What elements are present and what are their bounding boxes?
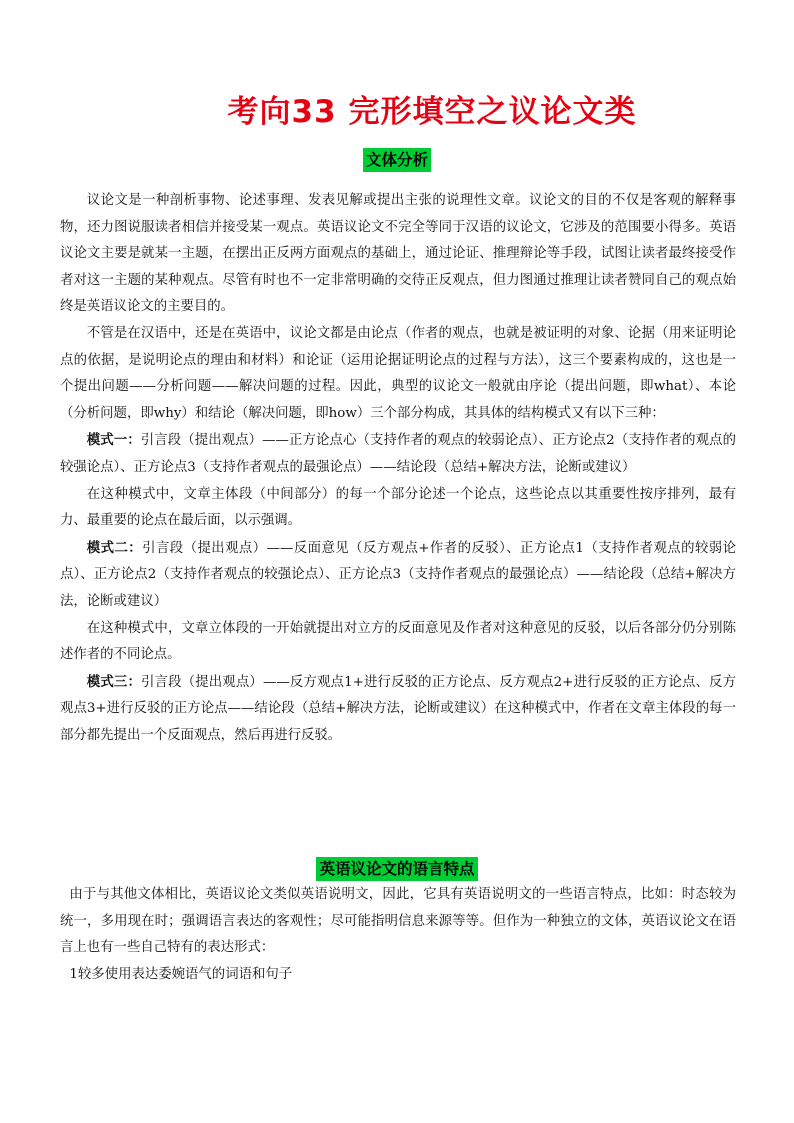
mode-3-text: 引言段（提出观点）——反方观点1+进行反驳的正方论点、反方观点2+进行反驳的正方论点、反方观点3+进行反驳的正方论点——结论段（总结+解决方法，论断或建议）在这种模式中，作者在文章主体段的每一部分都先提出一个反面观点，然后再进行反驳。 [60,674,736,743]
section-heading-language-features: 英语议论文的语言特点 [316,857,477,881]
paragraph-structure: 不管是在汉语中，还是在英语中，议论文都是由论点（作者的观点，也就是被证明的对象、论据（用来证明论点的依据，是说明论点的理由和材料）和论证（运用论据证明论点的过程与方法），这三个要素构成的，这也是一个提出问题——分析问题——解决问题的过程。因此，典型的议论文一般就由序论（提出问题，即what）、本论（分析问题，即why）和结论（解决问题，即how）三个部分构成，其具体的结构模式又有以下三种： [60,325,736,421]
mode-2-label: 模式二： [86,539,143,556]
paragraph-mode-2 [60,535,736,616]
paragraph-mode-2-explanation: 在这种模式中，文章立体段的一开始就提出对立方的反面意见及作者对这种意见的反驳，以后各部分仍分别陈述作者的不同论点。 [60,620,736,663]
section-body-language-features [60,882,736,988]
section-heading-style-analysis: 文体分析 [363,148,431,172]
paragraph-mode-3 [60,669,736,750]
section-heading-wrapper-2 [0,857,794,881]
list-item-1: 1较多使用表达委婉语气的词语和句子 [69,966,293,982]
paragraph-definition: 议论文是一种剖析事物、论述事理、发表见解或提出主张的说理性文章。议论文的目的不仅是客观的解释事物，还力图说服读者相信并接受某一观点。英语议论文不完全等同于汉语的议论文，它涉及的范围要小得多。英语议论文主要是就某一主题，在摆出正反两方面观点的基础上，通过论证、推理辩论等手段，试图让读者最终接受作者对这一主题的某种观点。尽管有时也不一定非常明确的交待正反观点，但力图通过推理让读者赞同自己的观点始终是英语议论文的主要目的。 [60,193,736,315]
mode-1-text: 引言段（提出观点）——正方论点心（支持作者的观点的较弱论点）、正方论点2（支持作者的观点的较强论点）、正方论点3（支持作者观点的最强论点）——结论段（总结+解决方法，论断或建议） [60,433,737,475]
paragraph-language-intro: 由于与其他文体相比，英语议论文类似英语说明文，因此，它具有英语说明文的一些语言特点，比如：时态较为统一，多用现在时；强调语言表达的客观性；尽可能指明信息来源等等。但作为一种独立的文体，英语议论文在语言上也有一些自己特有的表达形式： [60,887,736,956]
mode-3-label: 模式三： [86,673,141,690]
paragraph-mode-1-explanation: 在这种模式中，文章主体段（中间部分）的每一个部分论述一个论点，这些论点以其重要性按序排列，最有力、最重要的论点在最后面，以示强调。 [60,486,736,529]
section-heading-wrapper [0,148,794,172]
section-body-style-analysis [60,188,736,749]
mode-1-label: 模式一： [86,432,141,449]
page-title: 考向33 完形填空之议论文类 [227,94,637,130]
mode-2-text: 引言段（提出观点）——反面意见（反方观点+作者的反驳）、正方论点1（支持作者观点的较弱论点）、正方论点2（支持作者观点的较强论点）、正方论点3（支持作者观点的最强论点）——结论段（总结+解决方法，论断或建议） [60,540,736,609]
paragraph-mode-1 [60,427,736,481]
